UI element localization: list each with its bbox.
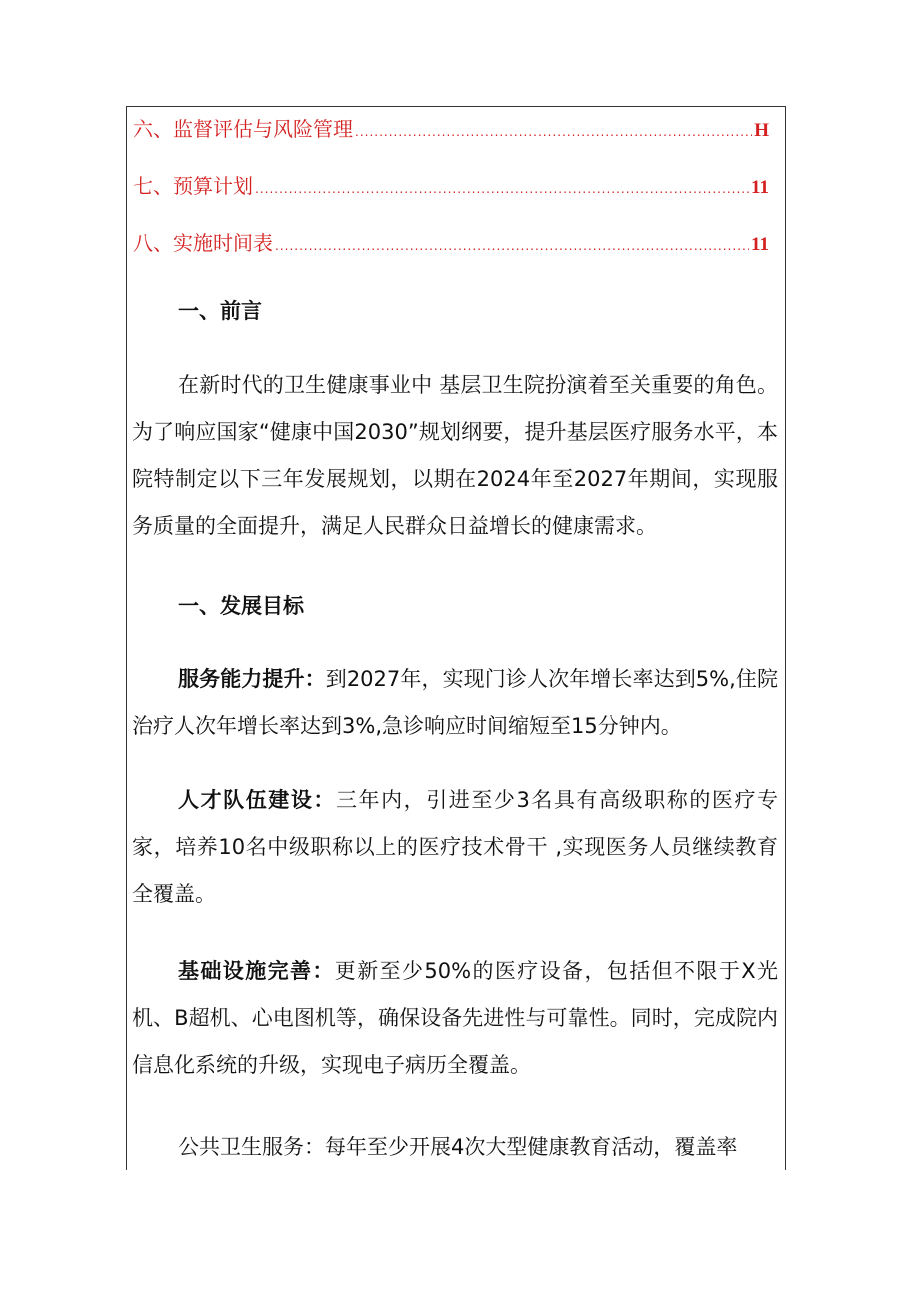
goal-talent-team xyxy=(132,777,778,918)
toc-entry-timeline[interactable] xyxy=(133,228,769,258)
toc-page-number: 11 xyxy=(751,177,769,198)
goal-label: 基础设施完善： xyxy=(178,959,335,983)
toc-leader-dots xyxy=(275,231,749,258)
toc-leader-dots xyxy=(355,117,752,144)
preface-heading: 一、前言 xyxy=(178,299,262,323)
goal-text: 公共卫生服务：每年至少开展4次大型健康教育活动，覆盖率 xyxy=(178,1135,738,1159)
toc-entry-title: 八、实施时间表 xyxy=(133,231,273,255)
goal-service-capacity xyxy=(132,656,778,750)
toc-leader-dots xyxy=(255,174,749,201)
toc-page-number: H xyxy=(754,120,769,141)
goal-text: 更新至少50%的医疗设备，包括但不限于X光机、B超机、心电图机等，确保设备先进性与可靠性。同时，完成院内信息化系统的升级，实现电子病历全覆盖。 xyxy=(132,959,779,1077)
goal-text: 三年内，引进至少3名具有高级职称的医疗专家，培养10名中级职称以上的医疗技术骨干 ,实现医务人员继续教育全覆盖。 xyxy=(132,788,779,906)
toc-entry-title: 六、监督评估与风险管理 xyxy=(133,117,353,141)
goal-text: 到2027年，实现门诊人次年增长率达到5%,住院治疗人次年增长率达到3%,急诊响应时间缩短至15分钟内。 xyxy=(132,667,778,738)
toc-entry-budget[interactable] xyxy=(133,171,769,201)
preface-paragraph: 在新时代的卫生健康事业中 基层卫生院扮演着至关重要的角色。为了响应国家“健康中国2030”规划纲要，提升基层医疗服务水平，本院特制定以下三年发展规划，以期在2024年至2027年期间，实现服务质量的全面提升，满足人民群众日益增长的健康需求。 xyxy=(132,373,778,538)
goal-label: 服务能力提升： xyxy=(178,667,326,691)
toc-entry-title: 七、预算计划 xyxy=(133,174,253,198)
goal-public-health xyxy=(132,1124,778,1171)
goals-heading: 一、发展目标 xyxy=(178,594,304,618)
goal-label: 人才队伍建设： xyxy=(178,788,336,812)
toc-page-number: 11 xyxy=(751,234,769,255)
goal-infrastructure xyxy=(132,948,778,1089)
toc-entry-supervision[interactable] xyxy=(133,114,769,144)
